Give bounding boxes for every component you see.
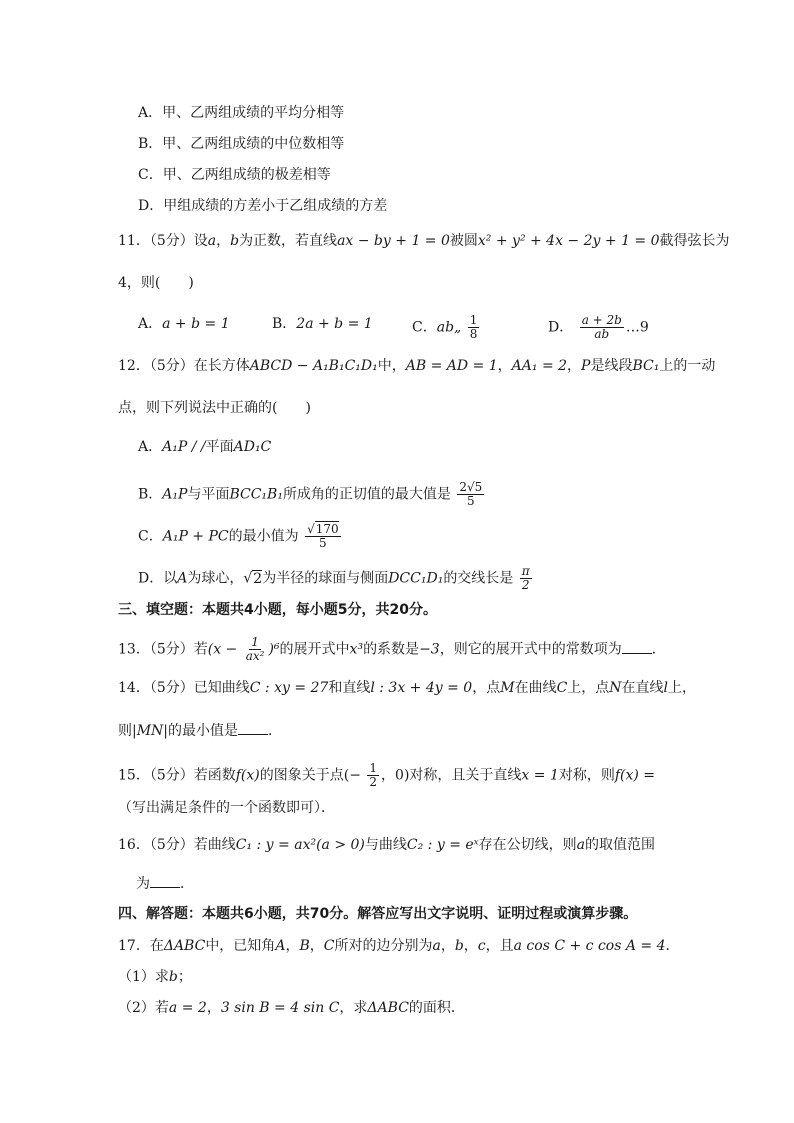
math: A (275, 938, 286, 954)
text: ． (180, 876, 194, 892)
circle-equation: x² + y² + 4x − 2y + 1 = 0 (477, 233, 660, 249)
math: A (177, 570, 188, 587)
text: 12．（5分）在长方体 (118, 358, 250, 374)
math: C₂ : y = eˣ (406, 837, 479, 853)
math: AB = AD = 1 (405, 358, 498, 374)
text: 截得弦长为 (659, 233, 730, 249)
math: x³ (349, 641, 364, 658)
math: C (323, 938, 335, 954)
label: D．以 (138, 570, 178, 587)
fraction (305, 523, 341, 550)
fraction (457, 481, 484, 508)
q13-stem (118, 636, 666, 663)
text: ， (309, 938, 324, 954)
text: 上， (668, 680, 697, 696)
math: ，0) (381, 767, 410, 784)
math: A₁P + PC (162, 528, 229, 545)
math: b (454, 938, 464, 954)
fraction (468, 314, 480, 341)
math: C₁ : y = ax²(a > 0) (235, 837, 365, 853)
var-b: b (230, 233, 240, 249)
text: 中，已知角 (205, 938, 276, 954)
q11-option-b (272, 314, 373, 334)
math: a = 2 (168, 1000, 207, 1016)
numerator: 1 (469, 313, 478, 327)
denominator: 2 (521, 578, 530, 592)
text: ，则它的展开式中的常数项为 (439, 641, 622, 658)
text: ，点 (472, 680, 501, 696)
math: |MN| (132, 723, 169, 739)
math: …9 (625, 319, 649, 336)
text: 15．（5分）若函数 (118, 767, 236, 784)
math: ab„ (436, 319, 462, 336)
q12-option-c (138, 523, 343, 550)
math: AD₁C (233, 439, 272, 455)
math: M (500, 680, 515, 696)
text: 的面积． (408, 1000, 465, 1016)
var-a: a (207, 233, 217, 249)
text: 在直线 (621, 680, 664, 696)
label: C． (412, 319, 437, 336)
text: ． (665, 938, 680, 954)
fraction (367, 762, 379, 789)
text: ，求 (339, 1000, 368, 1016)
numerator: π (521, 564, 530, 578)
text: 在曲线 (514, 680, 557, 696)
label: B． (138, 486, 163, 503)
q12-option-b (138, 481, 486, 508)
fraction (580, 314, 624, 341)
math: 3 sin B = 4 sin C (220, 1000, 340, 1016)
denominator: 2 (369, 775, 378, 789)
text: 11．（5分）设 (118, 233, 208, 249)
q11-option-c (412, 314, 481, 341)
q16-stem (118, 835, 655, 855)
text: （1）求 (118, 969, 169, 985)
denominator: ab (594, 327, 610, 341)
text: 与曲线 (364, 837, 407, 853)
math: a + b = 1 (162, 316, 230, 332)
text: 是线段 (590, 358, 633, 374)
label: C． (138, 528, 163, 545)
text: 上的一动 (659, 358, 716, 374)
text: ， (206, 1000, 221, 1016)
text: 和直线 (328, 680, 371, 696)
text: 中， (377, 358, 406, 374)
text: ， (567, 358, 582, 374)
text: 14．（5分）已知曲线 (118, 680, 250, 696)
answer-blank (150, 873, 180, 888)
label: D． (548, 319, 574, 336)
section-4-heading: 四、解答题：本题共6小题，共70分。解答应写出文字说明、证明过程或演算步骤。 (118, 906, 638, 922)
q12-option-a (138, 437, 271, 457)
q14-stem-line2 (118, 720, 282, 741)
text: 13．（5分）若 (118, 641, 208, 658)
math: (− (343, 767, 361, 784)
answer-blank (238, 720, 268, 735)
answer-blank (622, 639, 652, 654)
text: （2）若 (118, 1000, 169, 1016)
q17-stem (118, 936, 680, 956)
math: B (299, 938, 310, 954)
numerator: 1 (251, 635, 259, 649)
text: 为半径的球面与侧面 (262, 570, 389, 587)
radicand: 170 (315, 522, 339, 536)
math: (x − (207, 641, 238, 658)
math: )⁶ (268, 641, 280, 658)
text: 16．（5分）若曲线 (118, 837, 236, 853)
text: 则 (118, 723, 132, 739)
text: 的交线长是 (443, 570, 514, 587)
math: A₁P / / (162, 439, 206, 455)
math: a (432, 938, 441, 954)
q11-option-d (548, 314, 649, 341)
denominator: 8 (469, 327, 478, 341)
q12-stem (118, 356, 715, 376)
text: 所对的边分别为 (334, 938, 433, 954)
fraction (244, 636, 267, 663)
text: 存在公切线，则 (478, 837, 577, 853)
math: ΔABC (163, 938, 206, 954)
math: ΔABC (367, 1000, 409, 1016)
text: 被圆 (449, 233, 478, 249)
text: ． (268, 723, 283, 739)
text: 为球心， (187, 570, 244, 587)
q11-option-a (138, 314, 230, 334)
section-3-heading: 三、填空题：本题共4小题，每小题5分，共20分。 (118, 602, 437, 618)
q16-stem-line2 (136, 873, 194, 894)
text: 所成角的正切值的最大值是 (282, 486, 451, 503)
math: P (581, 358, 591, 374)
q15-stem-line2: （写出满足条件的一个函数即可）． (118, 800, 335, 816)
denominator: ax² (245, 649, 265, 663)
q10-option-b: B．甲、乙两组成绩的中位数相等 (138, 136, 345, 152)
fraction (520, 565, 532, 592)
math: a (576, 837, 585, 853)
math: x = 1 (521, 767, 559, 784)
q14-stem (118, 678, 696, 698)
q15-stem (118, 762, 655, 789)
q11-stem (118, 231, 730, 251)
numerator: a + 2b (581, 313, 622, 327)
text: 为 (136, 876, 150, 892)
math: AA₁ = 2 (511, 358, 568, 374)
text: ， (497, 358, 512, 374)
text: 的展开式中 (279, 641, 350, 658)
radicand: 2 (253, 570, 263, 587)
label: A． (138, 439, 163, 455)
math: l : 3x + 4y = 0 (370, 680, 473, 696)
text: 的最小值是 (168, 723, 239, 739)
text: 的图象关于点 (259, 767, 344, 784)
text: ． (651, 641, 666, 658)
math: −3 (419, 641, 440, 658)
q17-part1 (118, 967, 192, 987)
text: 对称，且关于直线 (409, 767, 522, 784)
line-equation: ax − by + 1 = 0 (337, 233, 450, 249)
text: ， (216, 233, 231, 249)
text: 上，点 (567, 680, 610, 696)
numerator: 2√5 (459, 480, 483, 494)
math: BC₁ (632, 358, 660, 374)
text: ， (463, 938, 478, 954)
text: 的最小值为 (228, 528, 299, 545)
numerator: √170 (307, 522, 339, 536)
label: B． (272, 316, 297, 332)
label: A． (138, 316, 163, 332)
q10-option-a: A．甲、乙两组成绩的平均分相等 (138, 105, 345, 121)
math: f(x) (235, 767, 260, 784)
text: 为正数，若直线 (239, 233, 338, 249)
math: DCC₁D₁ (388, 570, 444, 587)
q12-option-d: D．以A为球心，√2为半径的球面与侧面DCC₁D₁的交线长是 $\frac{\pi}{2}$ (138, 564, 530, 592)
math: l (663, 680, 669, 696)
math: N (609, 680, 622, 696)
text: ， (440, 938, 455, 954)
math: C : xy = 27 (249, 680, 329, 696)
text: 对称，则 (558, 767, 615, 784)
math: A₁P (162, 486, 188, 503)
math: f(x) = (614, 767, 656, 784)
q12-stem-line2: 点，则下列说法中正确的( ) (118, 400, 311, 416)
math: b (168, 969, 178, 985)
denominator: 5 (319, 536, 327, 550)
text: 与平面 (187, 486, 230, 503)
numerator: 1 (369, 761, 378, 775)
text: ， (285, 938, 300, 954)
math: ABCD − A₁B₁C₁D₁ (249, 358, 378, 374)
math: c (477, 938, 486, 954)
q17-part2 (118, 998, 465, 1018)
math: a cos C + c cos A = 4 (513, 938, 666, 954)
math: C (556, 680, 568, 696)
q10-option-d: D．甲组成绩的方差小于乙组成绩的方差 (138, 198, 388, 214)
math: 2a + b = 1 (296, 316, 373, 332)
q10-option-c: C．甲、乙两组成绩的极差相等 (138, 167, 331, 183)
text: 平面 (205, 439, 234, 455)
text: 17．在 (118, 938, 164, 954)
text: 的取值范围 (585, 837, 655, 853)
math: BCC₁B₁ (229, 486, 283, 503)
denominator: 5 (467, 494, 475, 508)
text: ； (177, 969, 192, 985)
q11-stem-line2: 4，则( ) (118, 275, 194, 291)
text: ，且 (485, 938, 514, 954)
text: 的系数是 (363, 641, 420, 658)
